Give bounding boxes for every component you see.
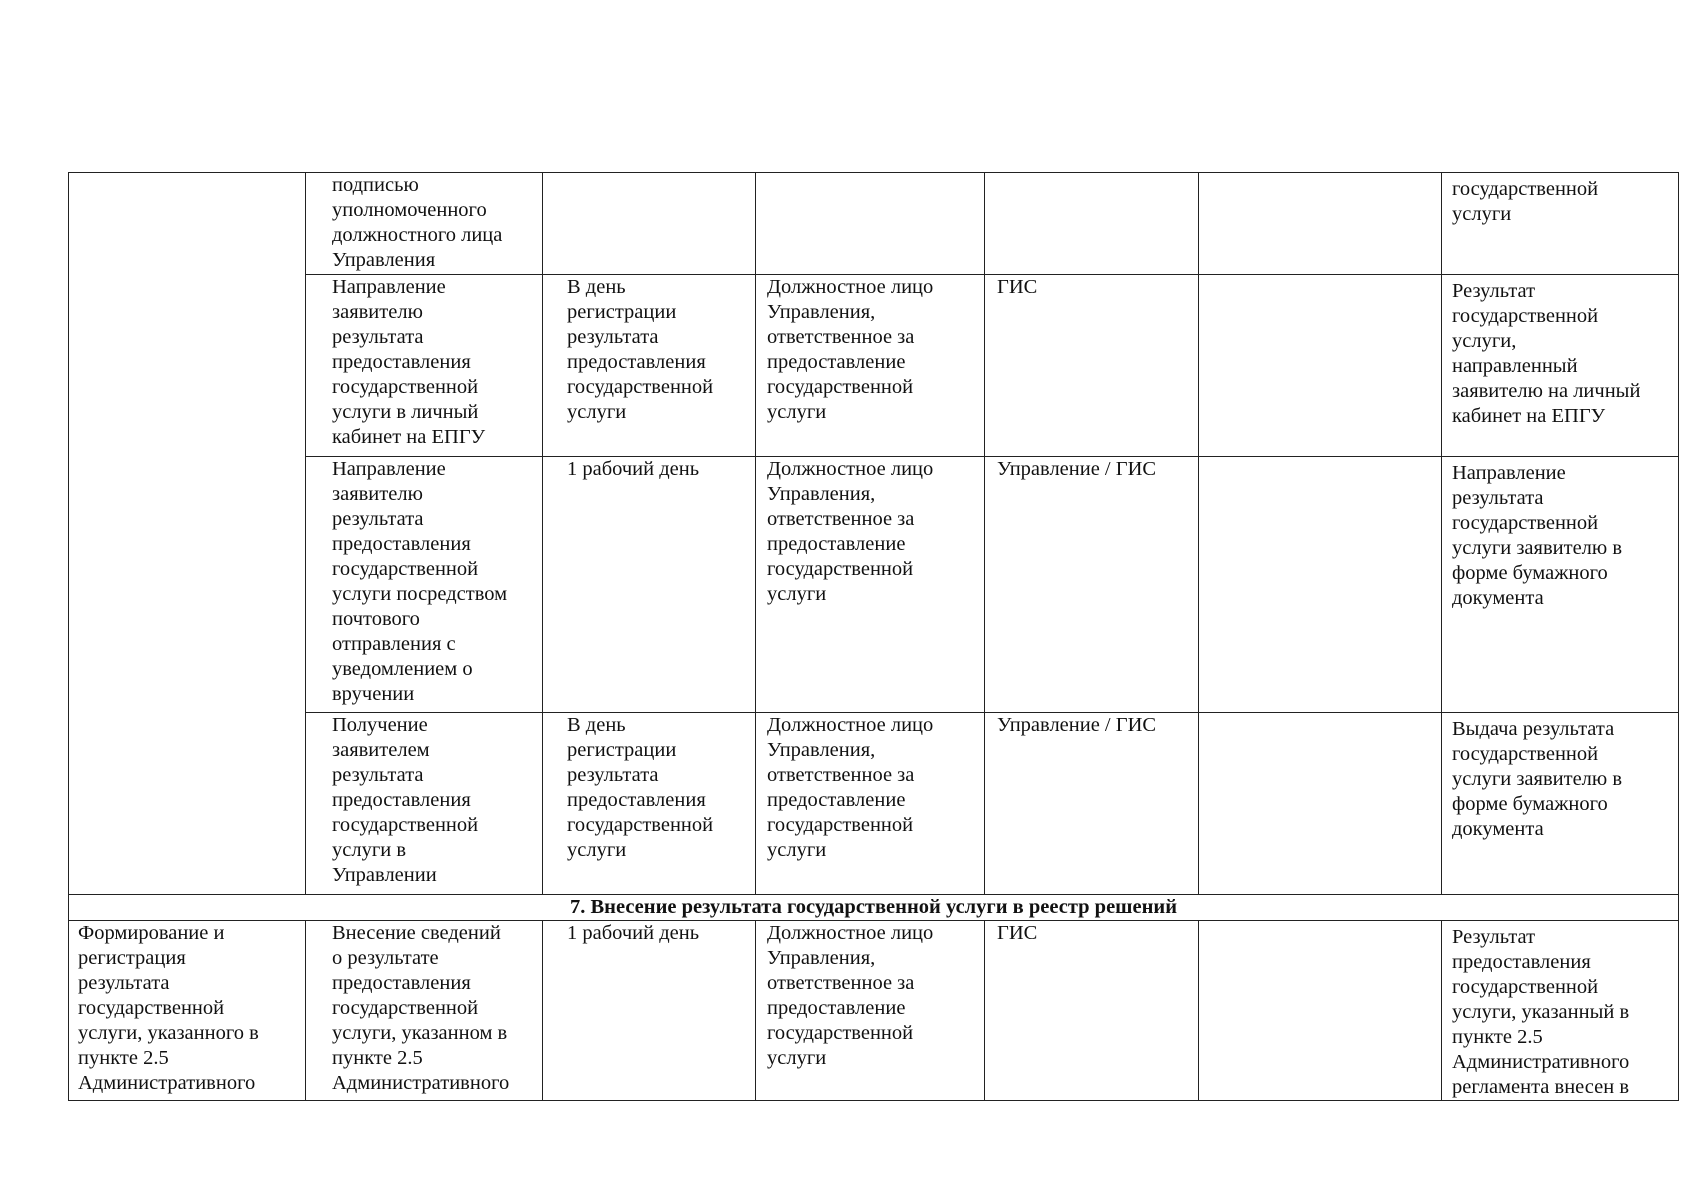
table-cell bbox=[1199, 275, 1442, 457]
table-row bbox=[69, 173, 1679, 275]
table-cell: 1 рабочий день bbox=[543, 921, 756, 1101]
table-cell: 1 рабочий день bbox=[543, 457, 756, 713]
table-cell: ГИС bbox=[985, 275, 1199, 457]
table-cell bbox=[985, 173, 1199, 275]
table-row bbox=[69, 457, 1679, 713]
table-cell: подписью уполномоченного должностного лица Управления bbox=[306, 173, 543, 275]
table-cell: Должностное лицо Управления, ответственное за предоставление государственной услуги bbox=[756, 713, 985, 895]
table-cell: Результат предоставления государственной услуги, указанный в пункте 2.5 Административного регламента внесен в bbox=[1442, 921, 1679, 1101]
table-cell bbox=[756, 173, 985, 275]
table-cell bbox=[69, 173, 306, 895]
table-row bbox=[69, 921, 1679, 1101]
table-cell bbox=[1199, 921, 1442, 1101]
table-cell: Формирование и регистрация результата государственной услуги, указанного в пункте 2.5 Административного bbox=[69, 921, 306, 1101]
table-cell: Направление результата государственной услуги заявителю в форме бумажного документа bbox=[1442, 457, 1679, 713]
table-cell bbox=[543, 173, 756, 275]
procedure-table bbox=[68, 172, 1679, 1101]
table-cell: Должностное лицо Управления, ответственное за предоставление государственной услуги bbox=[756, 457, 985, 713]
table-cell: Внесение сведений о результате предоставления государственной услуги, указанном в пункте 2.5 Административного bbox=[306, 921, 543, 1101]
table-cell: Должностное лицо Управления, ответственное за предоставление государственной услуги bbox=[756, 921, 985, 1101]
table-cell: ГИС bbox=[985, 921, 1199, 1101]
table-cell bbox=[1199, 713, 1442, 895]
table-cell: Должностное лицо Управления, ответственное за предоставление государственной услуги bbox=[756, 275, 985, 457]
table-row bbox=[69, 275, 1679, 457]
table-cell: Получение заявителем результата предоставления государственной услуги в Управлении bbox=[306, 713, 543, 895]
section-header-row bbox=[69, 895, 1679, 921]
table-cell: Результат государственной услуги, направленный заявителю на личный кабинет на ЕПГУ bbox=[1442, 275, 1679, 457]
table-cell: Направление заявителю результата предоставления государственной услуги в личный кабинет на ЕПГУ bbox=[306, 275, 543, 457]
table-cell: Направление заявителю результата предоставления государственной услуги посредством почтового отправления с уведомлением о вручении bbox=[306, 457, 543, 713]
table-row bbox=[69, 713, 1679, 895]
table-cell: В день регистрации результата предоставления государственной услуги bbox=[543, 713, 756, 895]
section-title: 7. Внесение результата государственной услуги в реестр решений bbox=[69, 895, 1679, 921]
table-cell: Управление / ГИС bbox=[985, 713, 1199, 895]
table-cell: государственной услуги bbox=[1442, 173, 1679, 275]
table-cell: Управление / ГИС bbox=[985, 457, 1199, 713]
table-cell bbox=[1199, 173, 1442, 275]
table-cell bbox=[1199, 457, 1442, 713]
table-cell: Выдача результата государственной услуги заявителю в форме бумажного документа bbox=[1442, 713, 1679, 895]
table-cell: В день регистрации результата предоставления государственной услуги bbox=[543, 275, 756, 457]
